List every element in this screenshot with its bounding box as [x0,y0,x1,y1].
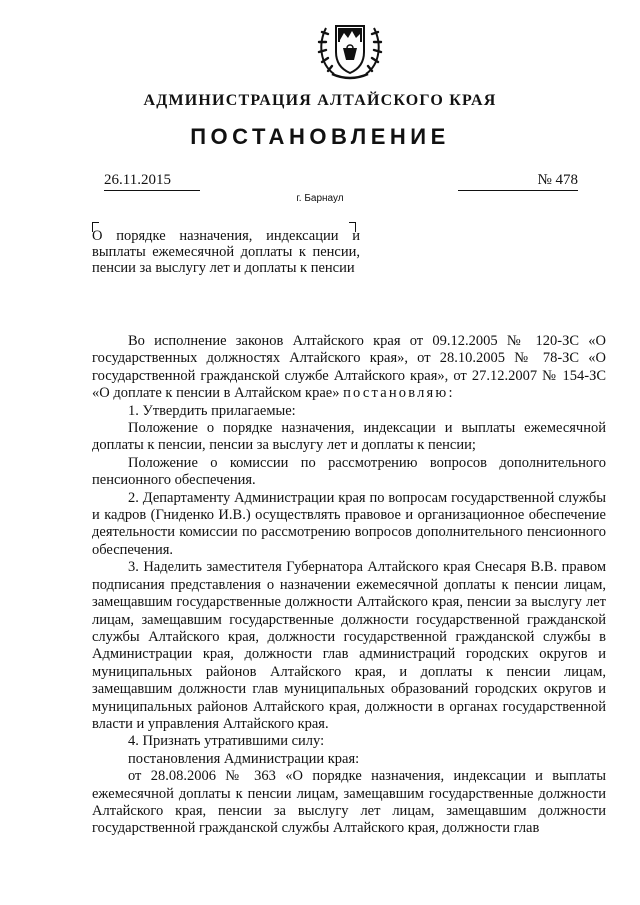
body-paragraph: постановления Администрации края: [128,750,360,767]
body-paragraph: 3. Наделить заместителя Губернатора Алтайского края Снесаря В.В. правом подписания представления о назначении ежемесячной доплаты к пенсии лицам, замещавшим государственные должности Алтайского края, пенсии за выслугу лет лицам, замещавшим государственные должности государственной гражданской службы Алтайского края, должности государственной гражданской службы в Администрации края, должности глав администраций городских округов и муниципальных районов Алтайского края, и доплаты к пенсии лицам, замещавшим должности глав муниципальных образований городских округов и муниципальных районов Алтайского края, должности в органах государственной власти и управления Алтайского края. [92,559,606,732]
body-paragraph: Положение о комиссии по рассмотрению вопросов дополнительного пенсионного обеспечения. [92,454,606,489]
intro-paragraph [92,333,606,403]
document-number: № 478 [458,172,578,191]
body-paragraph: 4. Признать утратившими силу: [128,733,325,750]
document-date: 26.11.2015 [104,172,200,191]
coat-of-arms-icon [314,12,386,84]
body-paragraph: 1. Утвердить прилагаемые: [128,402,296,419]
document-type: ПОСТАНОВЛЕНИЕ [190,124,450,149]
intro-text: Во исполнение законов Алтайского края от 09.12.2005 № 120-ЗС «О государственных должностях Алтайского края», от 28.10.2005 № 78-ЗС «О государственной гражданской службе Алтайского края», от 27.12.2007 № 154-ЗС «О доплате к пенсии в Алтайском крае» [92,333,606,402]
document-body [92,333,606,838]
body-paragraph: от 28.08.2006 № 363 «О порядке назначения, индексации и выплаты ежемесячной доплаты к пенсии лицам, замещавшим государственные должности Алтайского края, пенсии за выслугу лет лицам, замещавшим должности государственной гражданской службы Алтайского края, должности глав [92,768,606,837]
organization-name: АДМИНИСТРАЦИЯ АЛТАЙСКОГО КРАЯ [143,92,497,109]
body-paragraph: 2. Департаменту Администрации края по вопросам государственной службы и кадров (Гниденко И.В.) осуществлять правовое и организационное обеспечение деятельности комиссии по рассмотрению вопросов дополнительного пенсионного обеспечения. [92,489,606,558]
body-paragraph: Положение о порядке назначения, индексации и выплаты ежемесячной доплаты к пенсии, пенсии за выслугу лет и доплаты к пенсии; [92,420,606,454]
document-city: г. Барнаул [296,193,344,204]
decree-word: постановляю: [343,385,455,402]
document-subject: О порядке назначения, индексации и выплаты ежемесячной доплаты к пенсии, пенсии за выслугу лет и доплаты к пенсии [92,228,360,276]
